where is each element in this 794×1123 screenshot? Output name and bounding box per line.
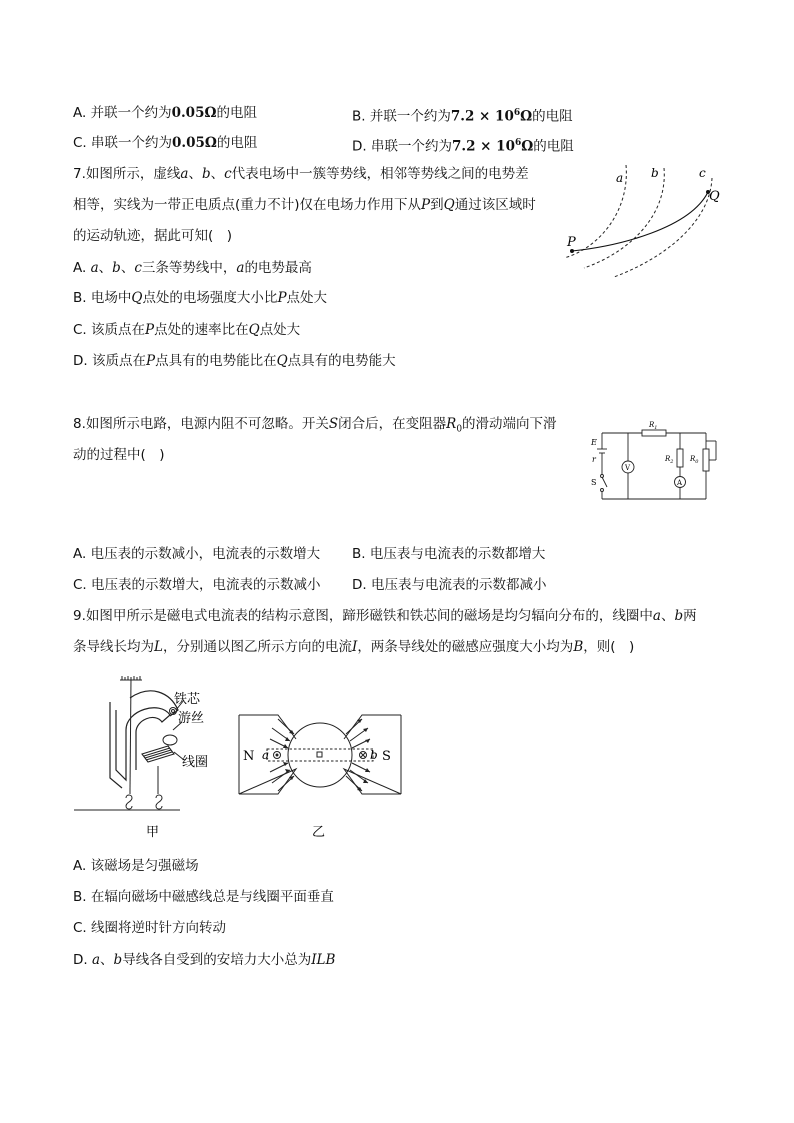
label-r: r bbox=[592, 455, 596, 464]
label-a-meter: A bbox=[677, 479, 683, 487]
iron-core bbox=[163, 735, 177, 745]
caption-jia: 甲 bbox=[146, 825, 160, 840]
label-hairspring: 游丝 bbox=[178, 711, 205, 726]
rheostat-r0 bbox=[703, 449, 709, 471]
label-r2: $R_2$ bbox=[665, 455, 674, 465]
terminal-left bbox=[126, 795, 132, 809]
label-c: c bbox=[699, 166, 706, 180]
q7-stem-line3: 的运动轨迹，据此可知( ) bbox=[73, 228, 233, 244]
label-n: N bbox=[243, 749, 255, 764]
label-v: V bbox=[625, 464, 631, 472]
q6-option-d: D. 串联一个约为$7.2 \times 10^6\Omega$的电阻 bbox=[352, 138, 574, 155]
iron-core-circle bbox=[288, 723, 352, 787]
q9-radial-field-figure bbox=[236, 712, 406, 840]
label-r0: $R_0$ bbox=[690, 455, 699, 465]
q9-option-c: C. 线圈将逆时针方向转动 bbox=[73, 920, 227, 936]
label-p: P bbox=[567, 235, 576, 250]
caption-yi: 乙 bbox=[312, 825, 326, 840]
trajectory-line bbox=[572, 192, 708, 251]
label-wire-b: b bbox=[370, 748, 378, 762]
q8-circuit-figure bbox=[588, 415, 723, 505]
q7-option-b: B. 电场中Q点处的电场强度大小比P点处大 bbox=[73, 290, 328, 306]
q6-option-c: C. 串联一个约为0.05Ω的电阻 bbox=[73, 135, 258, 151]
q9-stem-line1: 9.如图甲所示是磁电式电流表的结构示意图，蹄形磁铁和铁芯间的磁场是均匀辐向分布的，线圈中a、b两 bbox=[73, 608, 697, 624]
q7-equipotential-figure bbox=[560, 160, 730, 280]
equipotential-line-b bbox=[584, 168, 664, 268]
equipotential-line-c bbox=[614, 178, 712, 277]
label-r1: $R_1$ bbox=[649, 421, 658, 431]
horseshoe-magnet bbox=[116, 708, 170, 780]
terminal-right bbox=[156, 795, 162, 809]
resistor-r2 bbox=[677, 449, 683, 467]
q6-option-a: A. 并联一个约为0.05Ω的电阻 bbox=[73, 105, 257, 121]
q7-stem-line2: 相等，实线为一带正电质点(重力不计)仅在电场力作用下从P到Q通过该区域时 bbox=[73, 197, 536, 213]
label-e: E bbox=[591, 438, 597, 447]
q8-option-a: A. 电压表的示数减小，电流表的示数增大 bbox=[73, 546, 321, 562]
label-s: S bbox=[591, 478, 597, 487]
q7-option-c: C. 该质点在P点处的速率比在Q点处大 bbox=[73, 322, 301, 338]
label-b: b bbox=[651, 166, 659, 180]
q7-option-d: D. 该质点在P点具有的电势能比在Q点具有的电势能大 bbox=[73, 353, 396, 369]
switch-contact-bottom bbox=[601, 489, 604, 492]
q8-option-c: C. 电压表的示数增大，电流表的示数减小 bbox=[73, 577, 321, 593]
q7-option-a: A. a、b、c三条等势线中，a的电势最高 bbox=[73, 260, 312, 276]
pointer-needle bbox=[130, 678, 131, 790]
q8-option-b: B. 电压表与电流表的示数都增大 bbox=[352, 546, 546, 562]
q9-stem-line2: 条导线长均为L，分别通以图乙所示方向的电流I，两条导线处的磁感应强度大小均为B，则( ) bbox=[73, 639, 635, 655]
q9-galvanometer-figure bbox=[70, 670, 230, 845]
switch-lever bbox=[602, 477, 607, 487]
center-square bbox=[317, 752, 322, 757]
q8-option-d: D. 电压表与电流表的示数都减小 bbox=[352, 577, 547, 593]
label-wire-a: a bbox=[262, 748, 270, 762]
q9-option-d: D. a、b导线各自受到的安培力大小总为ILB bbox=[73, 952, 336, 968]
q8-stem-line2: 动的过程中( ) bbox=[73, 447, 165, 463]
q8-stem-line1: 8.如图所示电路，电源内阻不可忽略。开关S闭合后，在变阻器$R_0$的滑动端向下滑 bbox=[73, 416, 557, 435]
label-iron-core: 铁芯 bbox=[174, 692, 201, 707]
label-a: a bbox=[616, 171, 624, 185]
coil-dashed-rect bbox=[267, 749, 373, 761]
label-q: Q bbox=[709, 189, 720, 204]
q6-option-b: B. 并联一个约为$7.2 \times 10^6\Omega$的电阻 bbox=[352, 108, 573, 125]
q9-option-a: A. 该磁场是匀强磁场 bbox=[73, 858, 199, 874]
q9-option-b: B. 在辐向磁场中磁感线总是与线圈平面垂直 bbox=[73, 889, 334, 905]
q7-stem-line1: 7.如图所示，虚线a、b、c代表电场中一簇等势线，相邻等势线之间的电势差 bbox=[73, 166, 529, 182]
label-s-pole: S bbox=[382, 749, 391, 764]
label-coil: 线圈 bbox=[182, 755, 209, 770]
